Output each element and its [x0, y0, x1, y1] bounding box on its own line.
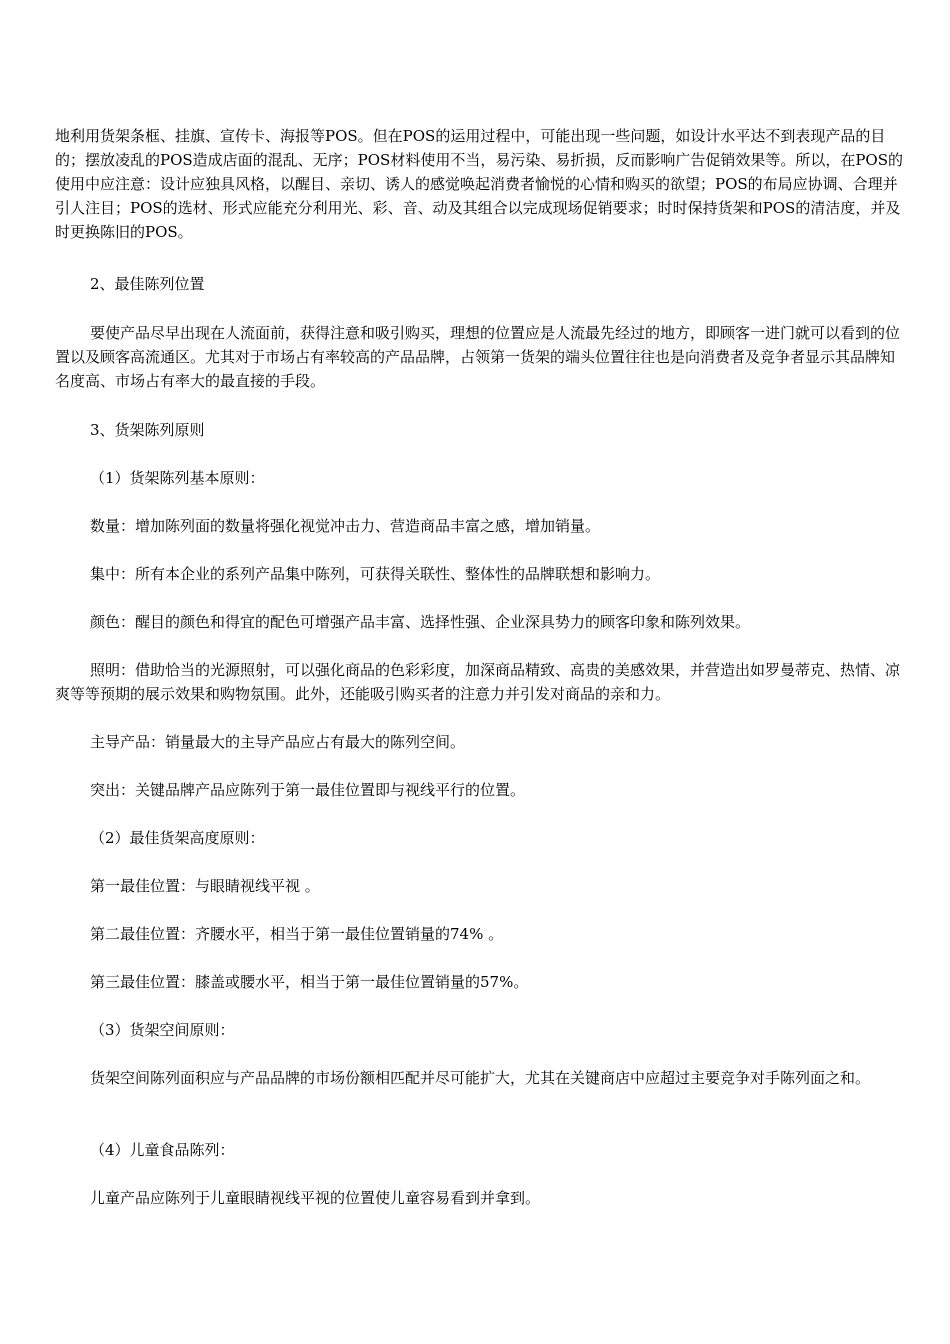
paragraph-best-position: 要使产品尽早出现在人流面前，获得注意和吸引购买，理想的位置应是人流最先经过的地方，即顾客一进门就可以看到的位置以及顾客高流通区。尤其对于市场占有率较高的产品品牌，占领第一货架的端头位置往往也是向消费者及竞争者显示其品牌知名度高、市场占有率大的最直接的手段。	[55, 324, 901, 390]
subheading-basic-principles: （1）货架陈列基本原则：	[90, 469, 265, 487]
paragraph-second-position: 第二最佳位置：齐腰水平，相当于第一最佳位置销量的74% 。	[90, 925, 504, 943]
heading-shelf-principles: 3、货架陈列原则	[90, 421, 205, 439]
paragraph-quantity: 数量：增加陈列面的数量将强化视觉冲击力、营造商品丰富之感，增加销量。	[90, 517, 601, 535]
paragraph-children-food: 儿童产品应陈列于儿童眼睛视线平视的位置使儿童容易看到并拿到。	[90, 1189, 541, 1207]
subheading-children-food: （4）儿童食品陈列：	[90, 1141, 235, 1159]
paragraph-shelf-space: 货架空间陈列面积应与产品品牌的市场份额相匹配并尽可能扩大，尤其在关键商店中应超过主要竞争对手陈列面之和。	[90, 1069, 871, 1087]
paragraph-first-position: 第一最佳位置：与眼睛视线平视 。	[90, 877, 320, 895]
subheading-shelf-height: （2）最佳货架高度原则：	[90, 829, 265, 847]
subheading-shelf-space: （3）货架空间原则：	[90, 1021, 235, 1039]
paragraph-color: 颜色：醒目的颜色和得宜的配色可增强产品丰富、选择性强、企业深具势力的顾客印象和陈列效果。	[90, 613, 751, 631]
paragraph-lighting: 照明：借助恰当的光源照射，可以强化商品的色彩彩度，加深商品精致、高贵的美感效果，并营造出如罗曼蒂克、热情、凉爽等等预期的展示效果和购物氛围。此外，还能吸引购买者的注意力并引发对商品的亲和力。	[55, 661, 901, 703]
heading-best-display-position: 2、最佳陈列位置	[90, 275, 205, 293]
paragraph-pos-usage: 地利用货架条框、挂旗、宣传卡、海报等POS。但在POS的运用过程中，可能出现一些问题，如设计水平达不到表现产品的目的；摆放凌乱的POS造成店面的混乱、无序；POS材料使用不当，易污染、易折损，反而影响广告促销效果等。所以，在POS的使用中应注意：设计应独具风格，以醒目、亲切、诱人的感觉唤起消费者愉悦的心情和购买的欲望；POS的布局应协调、合理并引人注目；POS的选材、形式应能充分利用光、彩、音、动及其组合以完成现场促销要求；时时保持货架和POS的清洁度，并及时更换陈旧的POS。	[55, 127, 904, 241]
paragraph-highlight: 突出：关键品牌产品应陈列于第一最佳位置即与视线平行的位置。	[90, 781, 526, 799]
paragraph-concentration: 集中：所有本企业的系列产品集中陈列，可获得关联性、整体性的品牌联想和影响力。	[90, 565, 661, 583]
paragraph-leading-product: 主导产品：销量最大的主导产品应占有最大的陈列空间。	[90, 733, 466, 751]
paragraph-third-position: 第三最佳位置：膝盖或腰水平，相当于第一最佳位置销量的57%。	[90, 973, 529, 991]
